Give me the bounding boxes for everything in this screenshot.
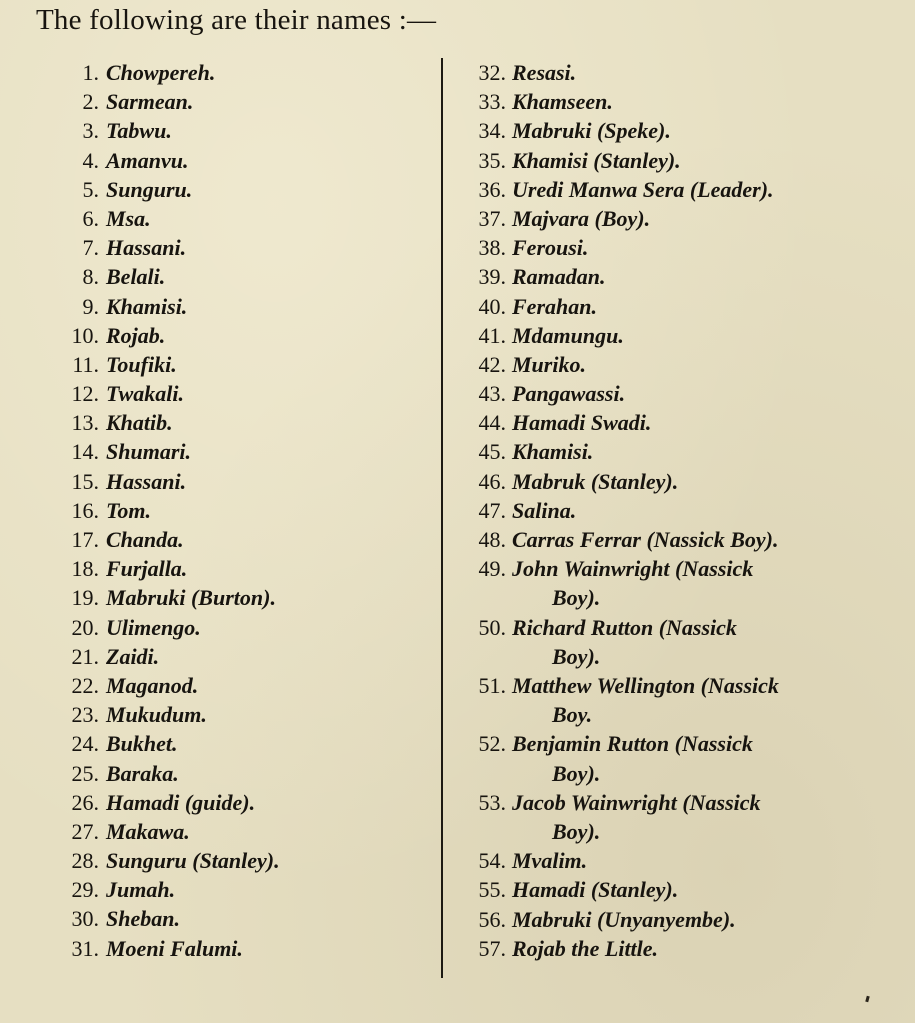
item-name: Mdamungu. xyxy=(512,322,624,348)
item-name: Mabruki (Unyanyembe). xyxy=(512,906,736,932)
item-name: Rojab. xyxy=(106,322,166,348)
list-item xyxy=(0,116,440,145)
list-item xyxy=(444,408,894,437)
item-number: 27. xyxy=(71,818,99,844)
list-item xyxy=(444,262,894,291)
list-item xyxy=(444,437,894,466)
item-number: 47. xyxy=(478,497,506,523)
column-divider xyxy=(441,58,443,978)
list-item xyxy=(0,554,440,583)
item-number: 57. xyxy=(478,935,506,961)
list-item xyxy=(444,379,894,408)
item-name: Carras Ferrar (Nassick Boy). xyxy=(512,527,779,552)
item-number: 43. xyxy=(478,381,506,407)
item-name: Amanvu. xyxy=(106,147,189,173)
list-item xyxy=(0,321,440,350)
list-item xyxy=(0,87,440,116)
item-number: 38. xyxy=(478,235,506,261)
list-item xyxy=(0,729,440,758)
item-name: Belali. xyxy=(106,264,166,290)
list-item xyxy=(444,613,894,671)
item-name: Bukhet. xyxy=(106,731,178,757)
item-name xyxy=(512,613,882,671)
item-name: Khamisi (Stanley). xyxy=(512,147,681,173)
item-name: Twakali. xyxy=(106,381,185,407)
item-name: Uredi Manwa Sera (Leader). xyxy=(512,176,774,202)
list-item xyxy=(0,408,440,437)
item-number: 3. xyxy=(82,118,99,144)
item-number: 29. xyxy=(71,877,99,903)
item-name xyxy=(512,788,882,846)
item-name-continuation: Boy). xyxy=(552,643,601,669)
item-name: Furjalla. xyxy=(106,556,188,582)
item-number: 33. xyxy=(478,89,506,115)
list-item xyxy=(0,846,440,875)
item-name: Ramadan. xyxy=(512,264,606,290)
list-item xyxy=(0,759,440,788)
item-number: 2. xyxy=(82,89,99,115)
list-item xyxy=(0,467,440,496)
item-name xyxy=(512,671,882,729)
item-number: 32. xyxy=(478,60,506,85)
item-number: 18. xyxy=(71,556,99,582)
item-number: 19. xyxy=(71,585,99,611)
item-number: 56. xyxy=(478,906,506,932)
list-item xyxy=(0,58,440,87)
list-item xyxy=(444,905,894,934)
list-item xyxy=(0,204,440,233)
list-item xyxy=(0,175,440,204)
item-number: 4. xyxy=(82,147,99,173)
item-name: Makawa. xyxy=(106,818,190,844)
list-item xyxy=(0,700,440,729)
item-number: 17. xyxy=(71,527,99,552)
item-name: Khamseen. xyxy=(512,89,613,115)
item-number: 20. xyxy=(71,614,99,640)
item-number: 48. xyxy=(478,527,506,552)
item-number: 26. xyxy=(71,789,99,815)
item-number: 41. xyxy=(478,322,506,348)
item-name: Ferousi. xyxy=(512,235,589,261)
item-number: 5. xyxy=(82,176,99,202)
list-item xyxy=(0,875,440,904)
item-number: 7. xyxy=(82,235,99,261)
list-item xyxy=(444,934,894,963)
item-number: 15. xyxy=(71,468,99,494)
item-name: Mvalim. xyxy=(512,848,588,874)
list-item xyxy=(0,233,440,262)
item-name: Khamisi. xyxy=(512,439,594,465)
item-name: Chowpereh. xyxy=(106,60,216,85)
item-number: 53. xyxy=(478,789,506,815)
item-number: 16. xyxy=(71,497,99,523)
item-name: Tabwu. xyxy=(106,118,172,144)
item-name: Rojab the Little. xyxy=(512,935,659,961)
list-item xyxy=(0,437,440,466)
item-name: Sheban. xyxy=(106,906,180,932)
list-item xyxy=(444,525,894,554)
list-item xyxy=(0,788,440,817)
item-name: Hassani. xyxy=(106,468,187,494)
item-number: 35. xyxy=(478,147,506,173)
list-item xyxy=(444,671,894,729)
item-name-line: Richard Rutton (Nassick xyxy=(512,614,737,640)
item-number: 39. xyxy=(478,264,506,290)
item-name: Resasi. xyxy=(512,60,577,85)
item-name-line: Jacob Wainwright (Nassick xyxy=(512,789,761,815)
item-number: 1. xyxy=(82,60,99,85)
list-item xyxy=(444,116,894,145)
item-number: 51. xyxy=(478,673,506,698)
item-name-continuation: Boy). xyxy=(552,819,601,845)
list-item xyxy=(0,525,440,554)
item-name: Maganod. xyxy=(106,672,199,698)
item-number: 25. xyxy=(71,760,99,786)
list-item xyxy=(444,146,894,175)
item-number: 44. xyxy=(478,410,506,436)
item-name: Msa. xyxy=(106,205,151,231)
list-item xyxy=(444,846,894,875)
item-number: 52. xyxy=(478,731,506,757)
item-number: 22. xyxy=(71,672,99,698)
item-number: 49. xyxy=(478,556,506,582)
item-name: Baraka. xyxy=(106,760,179,786)
item-name: Hamadi Swadi. xyxy=(512,410,652,436)
item-number: 46. xyxy=(478,468,506,494)
list-item xyxy=(0,350,440,379)
item-name xyxy=(512,554,882,612)
names-list-right xyxy=(444,58,894,963)
item-name: Ulimengo. xyxy=(106,614,201,640)
list-item xyxy=(0,934,440,963)
item-number: 42. xyxy=(478,351,506,377)
item-number: 14. xyxy=(71,439,99,465)
list-item xyxy=(444,350,894,379)
item-name: Mabruki (Burton). xyxy=(106,585,276,611)
item-name: Mabruki (Speke). xyxy=(512,118,671,144)
list-item xyxy=(444,496,894,525)
item-name: Moeni Falumi. xyxy=(106,935,243,961)
item-name: Hamadi (Stanley). xyxy=(512,877,679,903)
item-number: 9. xyxy=(82,293,99,319)
item-number: 34. xyxy=(478,118,506,144)
item-number: 55. xyxy=(478,877,506,903)
item-name: Hamadi (guide). xyxy=(106,789,256,815)
item-number: 31. xyxy=(71,935,99,961)
item-number: 30. xyxy=(71,906,99,932)
item-name: Hassani. xyxy=(106,235,187,261)
list-item xyxy=(444,788,894,846)
item-number: 8. xyxy=(82,264,99,290)
item-number: 23. xyxy=(71,702,99,728)
item-name: Muriko. xyxy=(512,351,586,377)
item-name: Sarmean. xyxy=(106,89,194,115)
list-item xyxy=(0,583,440,612)
list-item xyxy=(0,292,440,321)
item-number: 24. xyxy=(71,731,99,757)
item-name-line: Benjamin Rutton (Nassick xyxy=(512,731,753,757)
list-item xyxy=(0,262,440,291)
print-mark xyxy=(865,996,869,1003)
item-number: 50. xyxy=(478,614,506,640)
names-list-left xyxy=(0,58,440,963)
item-name-line: John Wainwright (Nassick xyxy=(512,556,754,582)
item-number: 21. xyxy=(71,643,99,669)
list-item xyxy=(0,379,440,408)
list-item xyxy=(444,204,894,233)
list-item xyxy=(444,554,894,612)
item-name: Toufiki. xyxy=(106,351,177,377)
item-name: Pangawassi. xyxy=(512,381,626,407)
item-number: 45. xyxy=(478,439,506,465)
item-name-continuation: Boy). xyxy=(552,760,601,786)
list-item xyxy=(444,292,894,321)
item-number: 28. xyxy=(71,848,99,874)
list-item xyxy=(444,87,894,116)
list-item xyxy=(0,613,440,642)
item-number: 11. xyxy=(72,351,99,377)
item-number: 40. xyxy=(478,293,506,319)
list-item xyxy=(444,58,894,87)
item-number: 12. xyxy=(71,381,99,407)
list-item xyxy=(444,875,894,904)
list-item xyxy=(444,467,894,496)
item-name: Shumari. xyxy=(106,439,191,465)
item-name: Sunguru. xyxy=(106,176,193,202)
list-item xyxy=(444,233,894,262)
list-item xyxy=(0,642,440,671)
list-item xyxy=(0,904,440,933)
item-number: 13. xyxy=(71,410,99,436)
list-item xyxy=(444,729,894,787)
item-name: Khamisi. xyxy=(106,293,188,319)
list-item xyxy=(444,321,894,350)
item-number: 36. xyxy=(478,176,506,202)
item-name: Mabruk (Stanley). xyxy=(512,468,679,494)
item-name: Salina. xyxy=(512,497,577,523)
item-number: 6. xyxy=(82,205,99,231)
list-item xyxy=(444,175,894,204)
item-name: Khatib. xyxy=(106,410,173,436)
list-item xyxy=(0,496,440,525)
item-name: Tom. xyxy=(106,497,152,523)
item-number: 54. xyxy=(478,848,506,874)
item-name: Sunguru (Stanley). xyxy=(106,848,280,874)
item-name-continuation: Boy. xyxy=(552,702,593,728)
item-name: Mukudum. xyxy=(106,702,207,728)
item-name: Majvara (Boy). xyxy=(512,205,651,231)
item-name: Zaidi. xyxy=(106,643,160,669)
list-item xyxy=(0,817,440,846)
page-heading: The following are their names :— xyxy=(36,4,437,36)
item-number: 10. xyxy=(71,322,99,348)
item-name xyxy=(512,729,882,787)
item-name-line: Matthew Wellington (Nassick xyxy=(512,673,779,698)
item-name: Ferahan. xyxy=(512,293,597,319)
item-name: Jumah. xyxy=(106,877,176,903)
list-item xyxy=(0,146,440,175)
item-number: 37. xyxy=(478,205,506,231)
item-name-continuation: Boy). xyxy=(552,585,601,611)
list-item xyxy=(0,671,440,700)
item-name: Chanda. xyxy=(106,527,184,552)
